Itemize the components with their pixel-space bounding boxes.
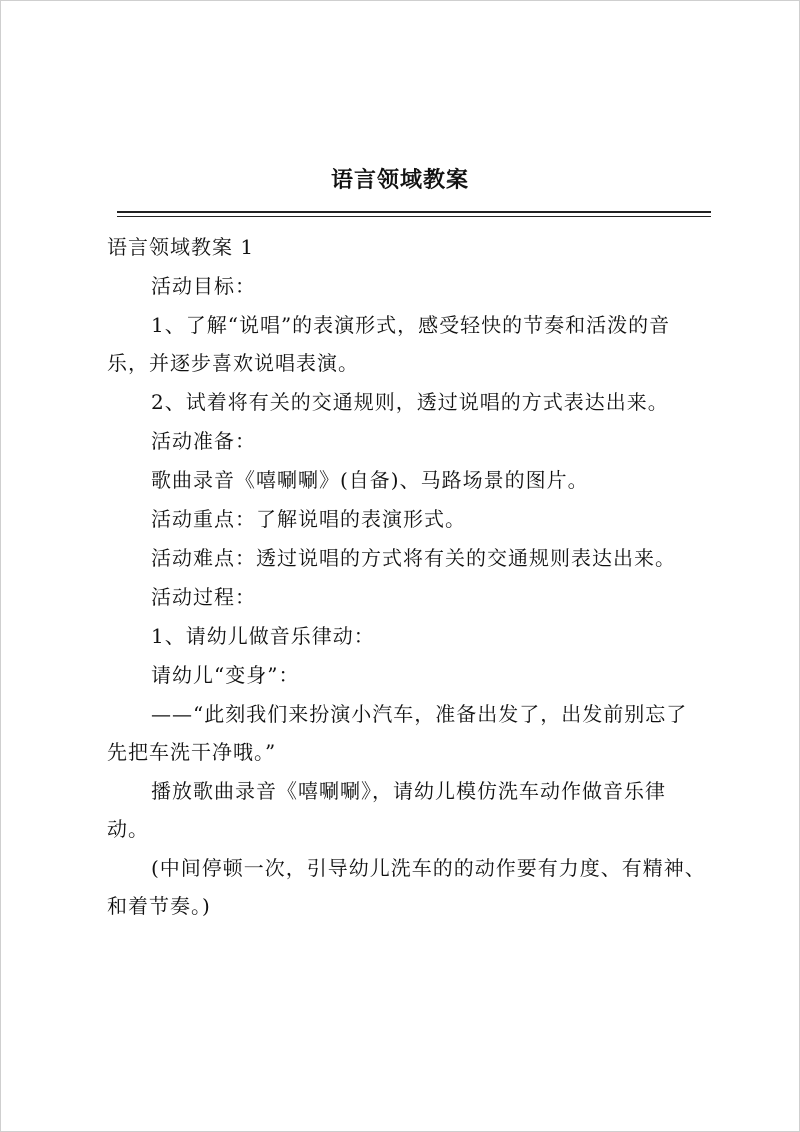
paragraph-difficulty: 活动难点：透过说唱的方式将有关的交通规则表达出来。 — [151, 546, 676, 570]
paragraph-pause-note: (中间停顿一次，引导幼儿洗车的的动作要有力度、有精神、和着节奏。) — [107, 856, 706, 918]
paragraph-objective-1: 1、了解“说唱”的表演形式，感受轻快的节奏和活泼的音乐，并逐步喜欢说唱表演。 — [107, 313, 671, 375]
document-title: 语言领域教案 — [330, 167, 469, 193]
document-body — [107, 228, 707, 925]
paragraph-preparation-heading: 活动准备： — [151, 429, 256, 453]
title-rule-thin — [117, 216, 711, 217]
title-rule-thick — [117, 211, 711, 213]
paragraph-transform: 请幼儿“变身”： — [151, 663, 300, 687]
paragraph-step-1: 1、请幼儿做音乐律动： — [151, 624, 375, 648]
paragraph-preparation: 歌曲录音《嘻唰唰》(自备)、马路场景的图片。 — [151, 468, 589, 492]
paragraph-quote: ——“此刻我们来扮演小汽车，准备出发了，出发前别忘了先把车洗干净哦。” — [107, 702, 688, 764]
paragraph-key-point: 活动重点：了解说唱的表演形式。 — [151, 507, 466, 531]
paragraph-objective-2: 2、试着将有关的交通规则，透过说唱的方式表达出来。 — [151, 390, 669, 414]
paragraph-objectives-heading: 活动目标： — [151, 274, 256, 298]
paragraph-play-song: 播放歌曲录音《嘻唰唰》，请幼儿模仿洗车动作做音乐律动。 — [107, 779, 666, 841]
paragraph-process-heading: 活动过程： — [151, 585, 256, 609]
section-heading: 语言领域教案 1 — [107, 235, 255, 259]
